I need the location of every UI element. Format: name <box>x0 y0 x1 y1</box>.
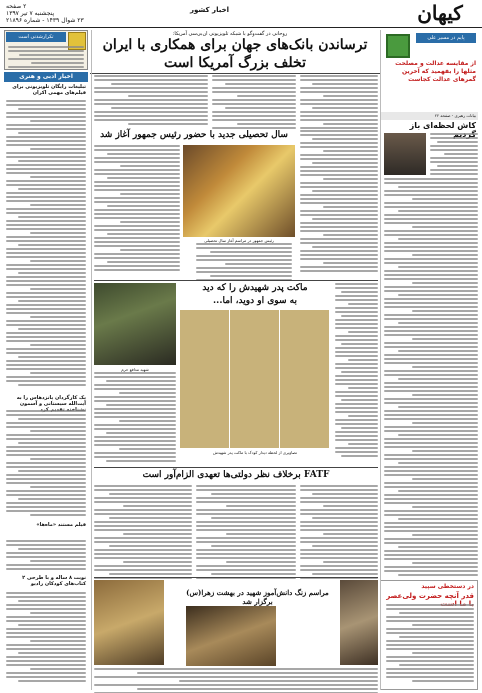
arts-text-3 <box>6 540 86 570</box>
arts-text-2 <box>6 410 86 516</box>
divider <box>94 577 378 578</box>
ceremony-text <box>94 668 378 693</box>
main-kicker: روحانی در گفت‌وگو با شبکه تلویزیونی ان‌بی‌سی آمریکا: <box>172 31 288 37</box>
child-photo-grid <box>180 310 330 448</box>
president-photo-caption: رئیس جمهور در مراسم آغاز سال تحصیلی <box>204 238 274 243</box>
column-rule <box>380 30 381 690</box>
memory-photo <box>384 133 426 175</box>
fatf-text-2 <box>196 485 296 579</box>
arts-sub1: تبلیغات رایگان تلویزیونی برای فیلم‌های مهمی اکران <box>12 84 86 96</box>
school-story-text-2 <box>196 243 292 281</box>
martyr-headline-line1: ماکت پدر شهیدش را که دید <box>202 283 308 293</box>
martyr-story-text-2 <box>94 372 176 462</box>
main-headline-line1: ترساندن بانک‌های جهان برای همکاری با ایران <box>102 37 368 53</box>
issue-line: ۲۳ شوال ۱۴۳۹ - شماره ۲۱۸۹۶ <box>6 17 84 24</box>
main-headline-line2: تخلف بزرگ آمریکا است <box>164 55 306 71</box>
arts-text-4 <box>6 592 86 682</box>
bottom-red-label: در دستخطی سپید <box>421 583 474 590</box>
date-line: پنجشنبه ۷ تیر ۱۳۹۷ <box>6 10 55 17</box>
ceremony-photo-mid <box>186 606 276 666</box>
main-story-text-4 <box>300 130 378 272</box>
ceremony-photo-right <box>340 580 378 665</box>
martyr-headline-line2: به سوی او دوید، اما... <box>213 296 297 306</box>
ceremony-headline: مراسم زنگ دانش‌آموز شهید در بهشت زهرا(س) برگزار شد <box>186 588 329 606</box>
page-meta <box>6 3 84 24</box>
main-story-text-2 <box>212 75 296 129</box>
school-year-headline: سال تحصیلی جدید با حضور رئیس جمهور آغاز شد <box>100 130 288 140</box>
fatf-text-1 <box>300 485 378 579</box>
column-red-title: از مقایسه عدالت و مصلحت مثلها را بفهمید که آخرین گمرهای عدالت کجاست <box>395 60 476 83</box>
arts-text-1 <box>6 100 86 386</box>
school-story-text <box>94 145 180 271</box>
section-title: اخبار کشور <box>190 6 230 14</box>
divider <box>90 73 380 74</box>
memory-body-text <box>384 178 478 576</box>
divider <box>94 467 378 468</box>
bottom-box-text <box>386 604 474 682</box>
president-photo <box>183 145 295 237</box>
newspaper-logo: کیهان <box>417 1 463 25</box>
soldier-photo <box>94 283 176 365</box>
memory-title: کاش لحظه‌ای باز <box>409 121 476 130</box>
imam-ali-logo-icon <box>386 34 410 58</box>
ceremony-photo-left <box>94 580 164 665</box>
ad-text <box>8 46 84 68</box>
soldier-photo-caption: شهید مدافع حرم <box>121 367 149 372</box>
column-label: پایم در مسیر علی <box>416 33 476 43</box>
divider <box>94 280 378 281</box>
column-source: بیانات رهبری - صفحه ۲۲ <box>434 113 476 118</box>
bottom-red-title: قدر آنچه حضرت ولی‌عصر <box>386 592 474 600</box>
memory-text <box>430 133 478 175</box>
arts-news-title: اخبار ادبی و هنری <box>4 72 88 82</box>
arts-sub2: یک کارگردان پانزدهاس را به آیت‌الله سیستانی و آسمون <box>16 395 86 407</box>
ad-label: تکرار‌شدنی است <box>6 32 66 42</box>
fatf-headline: FATF برخلاف نظر دولتی‌ها تعهدی الزام‌آور است <box>142 470 330 480</box>
column-rule <box>91 30 92 690</box>
child-photo-caption: تصاویری از لحظه دیدار کودک با ماکت پدر شهیدش <box>212 450 298 455</box>
arts-sub3: فیلم مستند «ماه‌ها» <box>36 522 86 528</box>
masthead <box>0 0 482 28</box>
fatf-text-3 <box>94 485 192 579</box>
martyr-story-text <box>335 283 378 457</box>
main-story-text-3 <box>94 75 208 125</box>
main-story-text-1 <box>300 75 378 129</box>
arts-sub4: نوبت ۸ ساله و با طرحی ۲ کتاب‌های کودکان رادیو <box>22 575 86 587</box>
page-number: ۲ صفحه <box>6 3 27 10</box>
